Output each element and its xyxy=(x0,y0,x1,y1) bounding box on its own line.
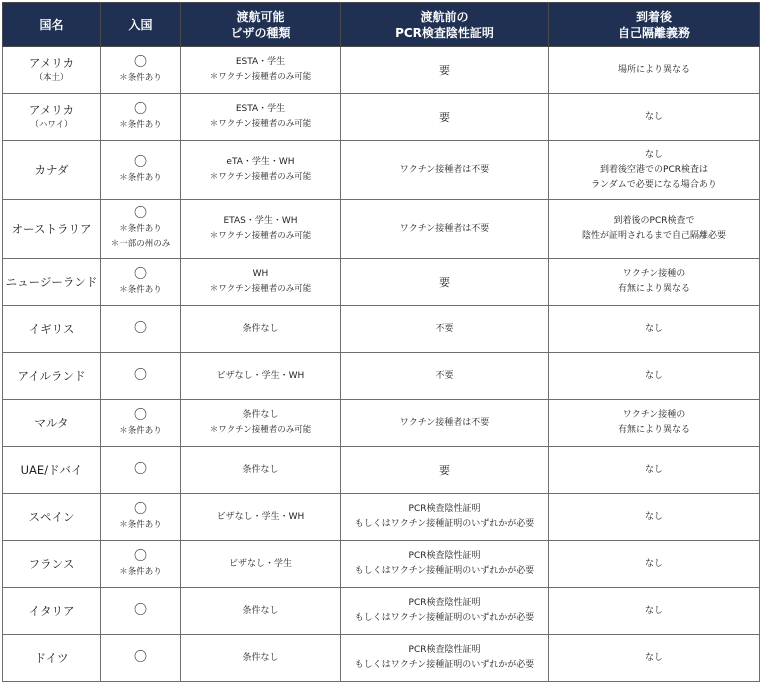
cell-entry xyxy=(101,353,181,400)
quarantine-line: なし xyxy=(644,605,663,616)
cell-quarantine xyxy=(549,47,760,94)
travel-requirements-table xyxy=(2,2,760,682)
quarantine-line: 陰性が証明されるまで自己隔離必要 xyxy=(581,231,726,241)
pcr-requirement: ワクチン接種者は不要 xyxy=(399,223,490,234)
entry-status: 〇 xyxy=(133,407,147,423)
quarantine-line: なし xyxy=(644,323,663,334)
cell-quarantine xyxy=(549,635,760,682)
quarantine-line: 到着後のPCR検査で xyxy=(613,216,695,226)
table-body xyxy=(3,47,760,682)
country-region: （ハワイ） xyxy=(30,119,73,130)
pcr-requirement: ワクチン接種者は不要 xyxy=(399,417,490,428)
cell-entry xyxy=(101,494,181,541)
cell-country xyxy=(3,353,101,400)
country-name: オーストラリア xyxy=(11,222,92,236)
country-name: ドイツ xyxy=(34,651,69,665)
table-row xyxy=(3,588,760,635)
table-row xyxy=(3,400,760,447)
cell-entry xyxy=(101,635,181,682)
table-row xyxy=(3,200,760,259)
cell-entry xyxy=(101,94,181,141)
visa-note: ＊ワクチン接種者のみ可能 xyxy=(209,119,312,129)
cell-entry xyxy=(101,541,181,588)
table-row xyxy=(3,94,760,141)
cell-pcr xyxy=(341,447,549,494)
cell-country xyxy=(3,306,101,353)
country-name: UAE/ドバイ xyxy=(20,463,83,477)
entry-note: ＊条件あり xyxy=(119,425,162,436)
entry-status: 〇 xyxy=(133,321,147,336)
pcr-requirement: PCR検査陰性証明 xyxy=(408,551,481,561)
cell-entry xyxy=(101,259,181,306)
pcr-requirement: 要 xyxy=(439,63,450,77)
visa-types: WH xyxy=(252,269,269,279)
country-name: ニュージーランド xyxy=(5,275,98,289)
cell-visa xyxy=(181,353,341,400)
cell-quarantine xyxy=(549,400,760,447)
country-name: マルタ xyxy=(34,416,69,430)
pcr-requirement: ワクチン接種者は不要 xyxy=(399,164,490,175)
visa-types: ESTA・学生 xyxy=(235,104,286,114)
visa-types: ESTA・学生 xyxy=(235,57,286,67)
cell-entry xyxy=(101,588,181,635)
entry-status: 〇 xyxy=(133,548,147,564)
country-name: イギリス xyxy=(28,322,75,336)
table-row xyxy=(3,494,760,541)
visa-types: 条件なし xyxy=(242,652,279,663)
pcr-requirement: 不要 xyxy=(435,370,454,381)
visa-types: ビザなし・学生 xyxy=(228,558,292,569)
cell-pcr xyxy=(341,141,549,200)
entry-status: 〇 xyxy=(133,462,147,477)
header-country: 国名 xyxy=(3,3,101,47)
cell-pcr xyxy=(341,494,549,541)
quarantine-line: 有無により異なる xyxy=(617,425,690,435)
entry-note: ＊条件あり xyxy=(119,566,162,577)
quarantine-line: 到着後空港でのPCR検査は xyxy=(600,164,708,175)
quarantine-line: ワクチン接種の xyxy=(622,269,686,279)
cell-entry xyxy=(101,306,181,353)
cell-entry xyxy=(101,47,181,94)
quarantine-line: なし xyxy=(644,464,663,475)
pcr-requirement: PCR検査陰性証明 xyxy=(408,645,481,655)
cell-country xyxy=(3,588,101,635)
table-row xyxy=(3,47,760,94)
cell-pcr xyxy=(341,635,549,682)
cell-visa xyxy=(181,306,341,353)
entry-status: 〇 xyxy=(133,206,147,221)
visa-types: eTA・学生・WH xyxy=(226,157,295,167)
pcr-requirement: 要 xyxy=(439,463,450,477)
cell-quarantine xyxy=(549,353,760,400)
quarantine-line: なし xyxy=(644,149,663,160)
cell-country xyxy=(3,200,101,259)
cell-pcr xyxy=(341,541,549,588)
cell-pcr xyxy=(341,259,549,306)
header-quarantine: 到着後 自己隔離義務 xyxy=(549,3,760,47)
pcr-requirement-detail: もしくはワクチン接種証明のいずれかが必要 xyxy=(354,660,535,670)
visa-types: 条件なし xyxy=(242,410,279,420)
cell-visa xyxy=(181,447,341,494)
cell-pcr xyxy=(341,400,549,447)
pcr-requirement: 不要 xyxy=(435,323,454,334)
visa-types: ビザなし・学生・WH xyxy=(216,370,305,381)
visa-note: ＊ワクチン接種者のみ可能 xyxy=(209,72,312,82)
cell-quarantine xyxy=(549,259,760,306)
entry-note-extra: ＊一部の州のみ xyxy=(110,239,171,249)
table-row xyxy=(3,541,760,588)
quarantine-line: なし xyxy=(644,370,663,381)
cell-visa xyxy=(181,541,341,588)
cell-visa xyxy=(181,200,341,259)
header-pcr: 渡航前の PCR検査陰性証明 xyxy=(341,3,549,47)
cell-visa xyxy=(181,47,341,94)
quarantine-line: なし xyxy=(644,111,663,122)
cell-quarantine xyxy=(549,494,760,541)
cell-country xyxy=(3,400,101,447)
visa-types: 条件なし xyxy=(242,323,279,334)
cell-visa xyxy=(181,400,341,447)
cell-visa xyxy=(181,588,341,635)
visa-note: ＊ワクチン接種者のみ可能 xyxy=(209,172,312,182)
entry-note: ＊条件あり xyxy=(119,119,162,130)
quarantine-line: なし xyxy=(644,558,663,569)
cell-quarantine xyxy=(549,141,760,200)
cell-entry xyxy=(101,200,181,259)
cell-visa xyxy=(181,259,341,306)
country-name: スペイン xyxy=(28,510,75,524)
cell-country xyxy=(3,94,101,141)
header-entry: 入国 xyxy=(101,3,181,47)
cell-country xyxy=(3,47,101,94)
table-row xyxy=(3,447,760,494)
visa-types: ビザなし・学生・WH xyxy=(216,511,305,522)
cell-quarantine xyxy=(549,94,760,141)
entry-note: ＊条件あり xyxy=(119,224,162,234)
visa-note: ＊ワクチン接種者のみ可能 xyxy=(209,284,312,294)
quarantine-line: なし xyxy=(644,652,663,663)
cell-visa xyxy=(181,494,341,541)
pcr-requirement: 要 xyxy=(439,275,450,289)
table-row xyxy=(3,141,760,200)
cell-entry xyxy=(101,141,181,200)
cell-quarantine xyxy=(549,541,760,588)
cell-country xyxy=(3,494,101,541)
cell-entry xyxy=(101,400,181,447)
cell-quarantine xyxy=(549,588,760,635)
entry-note: ＊条件あり xyxy=(119,72,162,83)
visa-note: ＊ワクチン接種者のみ可能 xyxy=(209,231,312,241)
cell-quarantine xyxy=(549,306,760,353)
table-row xyxy=(3,635,760,682)
cell-country xyxy=(3,259,101,306)
entry-status: 〇 xyxy=(133,368,147,383)
table-row xyxy=(3,259,760,306)
visa-types: ETAS・学生・WH xyxy=(223,216,298,226)
country-name: アメリカ xyxy=(28,55,75,70)
quarantine-line: 場所により異なる xyxy=(617,64,690,75)
cell-pcr xyxy=(341,47,549,94)
pcr-requirement: PCR検査陰性証明 xyxy=(408,504,481,514)
cell-pcr xyxy=(341,306,549,353)
entry-status: 〇 xyxy=(133,266,147,282)
country-name: アメリカ xyxy=(28,102,75,117)
entry-status: 〇 xyxy=(133,501,147,517)
entry-note: ＊条件あり xyxy=(119,519,162,530)
cell-country xyxy=(3,141,101,200)
country-region: （本土） xyxy=(34,72,69,83)
pcr-requirement-detail: もしくはワクチン接種証明のいずれかが必要 xyxy=(354,519,535,529)
table-header xyxy=(3,3,760,47)
cell-visa xyxy=(181,141,341,200)
cell-pcr xyxy=(341,353,549,400)
quarantine-line: 有無により異なる xyxy=(617,284,690,294)
entry-status: 〇 xyxy=(133,154,147,170)
pcr-requirement: 要 xyxy=(439,110,450,124)
entry-note: ＊条件あり xyxy=(119,172,162,183)
country-name: アイルランド xyxy=(17,369,86,383)
visa-note: ＊ワクチン接種者のみ可能 xyxy=(209,425,312,435)
pcr-requirement: PCR検査陰性証明 xyxy=(408,598,481,608)
entry-status: 〇 xyxy=(133,650,147,665)
visa-types: 条件なし xyxy=(242,464,279,475)
cell-pcr xyxy=(341,200,549,259)
pcr-requirement-detail: もしくはワクチン接種証明のいずれかが必要 xyxy=(354,566,535,576)
quarantine-line: ランダムで必要になる場合あり xyxy=(591,179,717,190)
header-visa: 渡航可能 ビザの種類 xyxy=(181,3,341,47)
entry-status: 〇 xyxy=(133,54,147,70)
country-name: イタリア xyxy=(28,604,75,618)
quarantine-line: ワクチン接種の xyxy=(622,410,686,420)
table-row xyxy=(3,306,760,353)
cell-pcr xyxy=(341,94,549,141)
cell-pcr xyxy=(341,588,549,635)
cell-country xyxy=(3,447,101,494)
cell-entry xyxy=(101,447,181,494)
entry-note: ＊条件あり xyxy=(119,284,162,295)
visa-types: 条件なし xyxy=(242,605,279,616)
quarantine-line: なし xyxy=(644,511,663,522)
cell-country xyxy=(3,541,101,588)
cell-visa xyxy=(181,94,341,141)
cell-quarantine xyxy=(549,447,760,494)
entry-status: 〇 xyxy=(133,101,147,117)
cell-quarantine xyxy=(549,200,760,259)
country-name: カナダ xyxy=(34,163,69,177)
pcr-requirement-detail: もしくはワクチン接種証明のいずれかが必要 xyxy=(354,613,535,623)
cell-visa xyxy=(181,635,341,682)
cell-country xyxy=(3,635,101,682)
country-name: フランス xyxy=(28,557,75,571)
entry-status: 〇 xyxy=(133,603,147,618)
table-row xyxy=(3,353,760,400)
